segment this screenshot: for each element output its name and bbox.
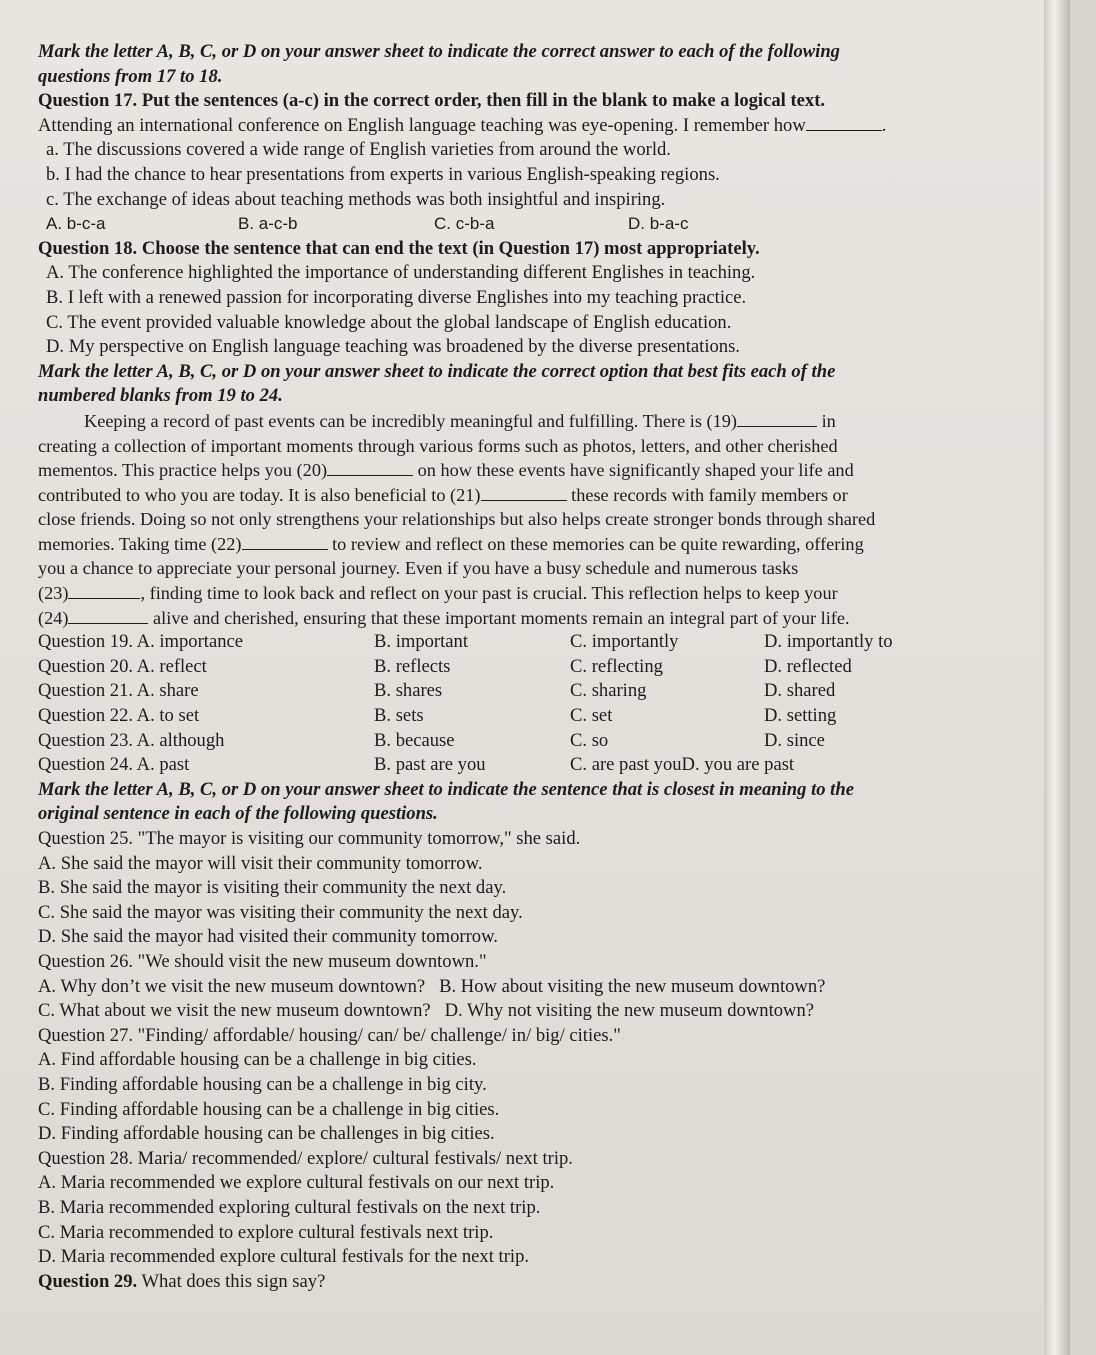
sentence-c: c. The exchange of ideas about teaching methods was both insightful and inspiring.	[46, 188, 666, 210]
option-25-d[interactable]: D. She said the mayor had visited their community tomorrow.	[38, 926, 498, 948]
blank-24	[68, 609, 148, 624]
instruction-q19-24-cont: numbered blanks from 19 to 24.	[38, 385, 283, 407]
option-28-b[interactable]: B. Maria recommended exploring cultural festivals on the next trip.	[38, 1196, 541, 1218]
passage-line-2: creating a collection of important moments through various forms such as photos, letters, and other cherished	[38, 435, 838, 456]
question-24-row: Question 24. A. past B. past are you C. are past youD. you are past	[38, 754, 795, 776]
option-27-c[interactable]: C. Finding affordable housing can be a challenge in big cities.	[38, 1098, 500, 1120]
option-26-ab[interactable]: A. Why don’t we visit the new museum downtown? B. How about visiting the new museum downtown?	[38, 975, 826, 997]
blank-19	[737, 412, 817, 427]
question-17-lead: Attending an international conference on English language teaching was eye-opening. I remember how .	[38, 114, 887, 136]
instruction-q17-18-cont: questions from 17 to 18.	[38, 65, 223, 87]
instruction-q25-28-cont: original sentence in each of the following questions.	[38, 803, 438, 825]
question-19-row: Question 19. A. importance B. important C. importantly D. importantly to	[38, 631, 893, 653]
option-18-c[interactable]: C. The event provided valuable knowledge about the global landscape of English education.	[46, 311, 732, 333]
blank-20	[327, 461, 413, 476]
passage-line-5: close friends. Doing so not only strengthens your relationships but also helps create stronger bonds through shared	[38, 509, 876, 530]
option-28-a[interactable]: A. Maria recommended we explore cultural festivals on our next trip.	[38, 1172, 555, 1194]
question-20-row: Question 20. A. reflect B. reflects C. reflecting D. reflected	[38, 655, 852, 677]
option-27-b[interactable]: B. Finding affordable housing can be a challenge in big city.	[38, 1073, 487, 1095]
option-28-d[interactable]: D. Maria recommended explore cultural festivals for the next trip.	[38, 1246, 530, 1268]
passage-line-7: you a chance to appreciate your personal journey. Even if you have a busy schedule and numerous tasks	[38, 558, 799, 579]
question-28-heading: Question 28. Maria/ recommended/ explore/ cultural festivals/ next trip.	[38, 1147, 573, 1169]
option-18-b[interactable]: B. I left with a renewed passion for incorporating diverse Englishes into my teaching practice.	[46, 286, 747, 308]
option-17-c[interactable]: C. c-b-a	[434, 214, 495, 234]
question-27-heading: Question 27. "Finding/ affordable/ housing/ can/ be/ challenge/ in/ big/ cities."	[38, 1024, 621, 1046]
page-edge	[1044, 0, 1070, 1355]
question-25-heading: Question 25. "The mayor is visiting our community tomorrow," she said.	[38, 828, 581, 849]
option-26-cd[interactable]: C. What about we visit the new museum downtown? D. Why not visiting the new museum downtown?	[38, 1000, 815, 1022]
option-28-c[interactable]: C. Maria recommended to explore cultural festivals next trip.	[38, 1221, 494, 1243]
question-29-heading: Question 29. What does this sign say?	[38, 1270, 326, 1292]
blank-23	[68, 584, 140, 599]
blank-22	[242, 535, 328, 550]
blank-17	[806, 116, 882, 131]
question-21-row: Question 21. A. share B. shares C. sharing D. shared	[38, 680, 836, 702]
question-23-row: Question 23. A. although B. because C. so D. since	[38, 729, 825, 751]
option-27-a[interactable]: A. Find affordable housing can be a challenge in big cities.	[38, 1049, 477, 1071]
option-17-b[interactable]: B. a-c-b	[238, 214, 298, 234]
instruction-q19-24: Mark the letter A, B, C, or D on your answer sheet to indicate the correct option that best fits each of the	[38, 360, 836, 382]
sentence-a: a. The discussions covered a wide range of English varieties from around the world.	[46, 139, 671, 161]
option-27-d[interactable]: D. Finding affordable housing can be challenges in big cities.	[38, 1123, 495, 1145]
sentence-b: b. I had the chance to hear presentations from experts in various English-speaking regions.	[46, 163, 720, 185]
option-25-c[interactable]: C. She said the mayor was visiting their community the next day.	[38, 901, 523, 923]
option-18-d[interactable]: D. My perspective on English language teaching was broadened by the diverse presentations.	[46, 336, 740, 358]
question-17-heading: Question 17. Put the sentences (a-c) in the correct order, then fill in the blank to make a logical text.	[38, 90, 826, 112]
question-18-heading: Question 18. Choose the sentence that can end the text (in Question 17) most appropriately.	[38, 237, 760, 259]
blank-21	[481, 486, 567, 501]
instruction-q25-28: Mark the letter A, B, C, or D on your answer sheet to indicate the sentence that is closest in meaning to the	[38, 778, 854, 800]
option-18-a[interactable]: A. The conference highlighted the importance of understanding different Englishes in teaching.	[46, 262, 756, 284]
question-17-options	[38, 212, 1050, 237]
cloze-passage: Keeping a record of past events can be incredibly meaningful and fulfilling. There is (19) in creating a collection of important moments through various forms such as photos, letters, and other cherished mementos. This practice helps you (20) on how these events have significantly shaped your life and contributed to who you are today. It is also beneficial to (21) these records with family members or close friends. Doing so not only strengthens your relationships but also helps create stronger bonds through shared memories. Taking time (22) to review and reflect on these memories can be quite rewarding, offering you a chance to appreciate your personal journey. Even if you have a busy schedule and numerous tasks (23) , finding time to look back and reflect on your past is crucial. This reflection helps to keep your (24) alive and cherished, ensuring that these important moments remain an integral part of your life.	[38, 409, 1050, 630]
option-17-d[interactable]: D. b-a-c	[628, 214, 689, 234]
option-25-a[interactable]: A. She said the mayor will visit their community tomorrow.	[38, 852, 483, 874]
question-26-heading: Question 26. "We should visit the new museum downtown."	[38, 950, 487, 972]
option-17-a[interactable]: A. b-c-a	[46, 214, 106, 234]
instruction-q17-18: Mark the letter A, B, C, or D on your answer sheet to indicate the correct answer to each of the following	[38, 41, 840, 62]
questions-19-24	[38, 630, 1050, 778]
option-25-b[interactable]: B. She said the mayor is visiting their community the next day.	[38, 877, 507, 899]
question-22-row: Question 22. A. to set B. sets C. set D. setting	[38, 705, 837, 727]
